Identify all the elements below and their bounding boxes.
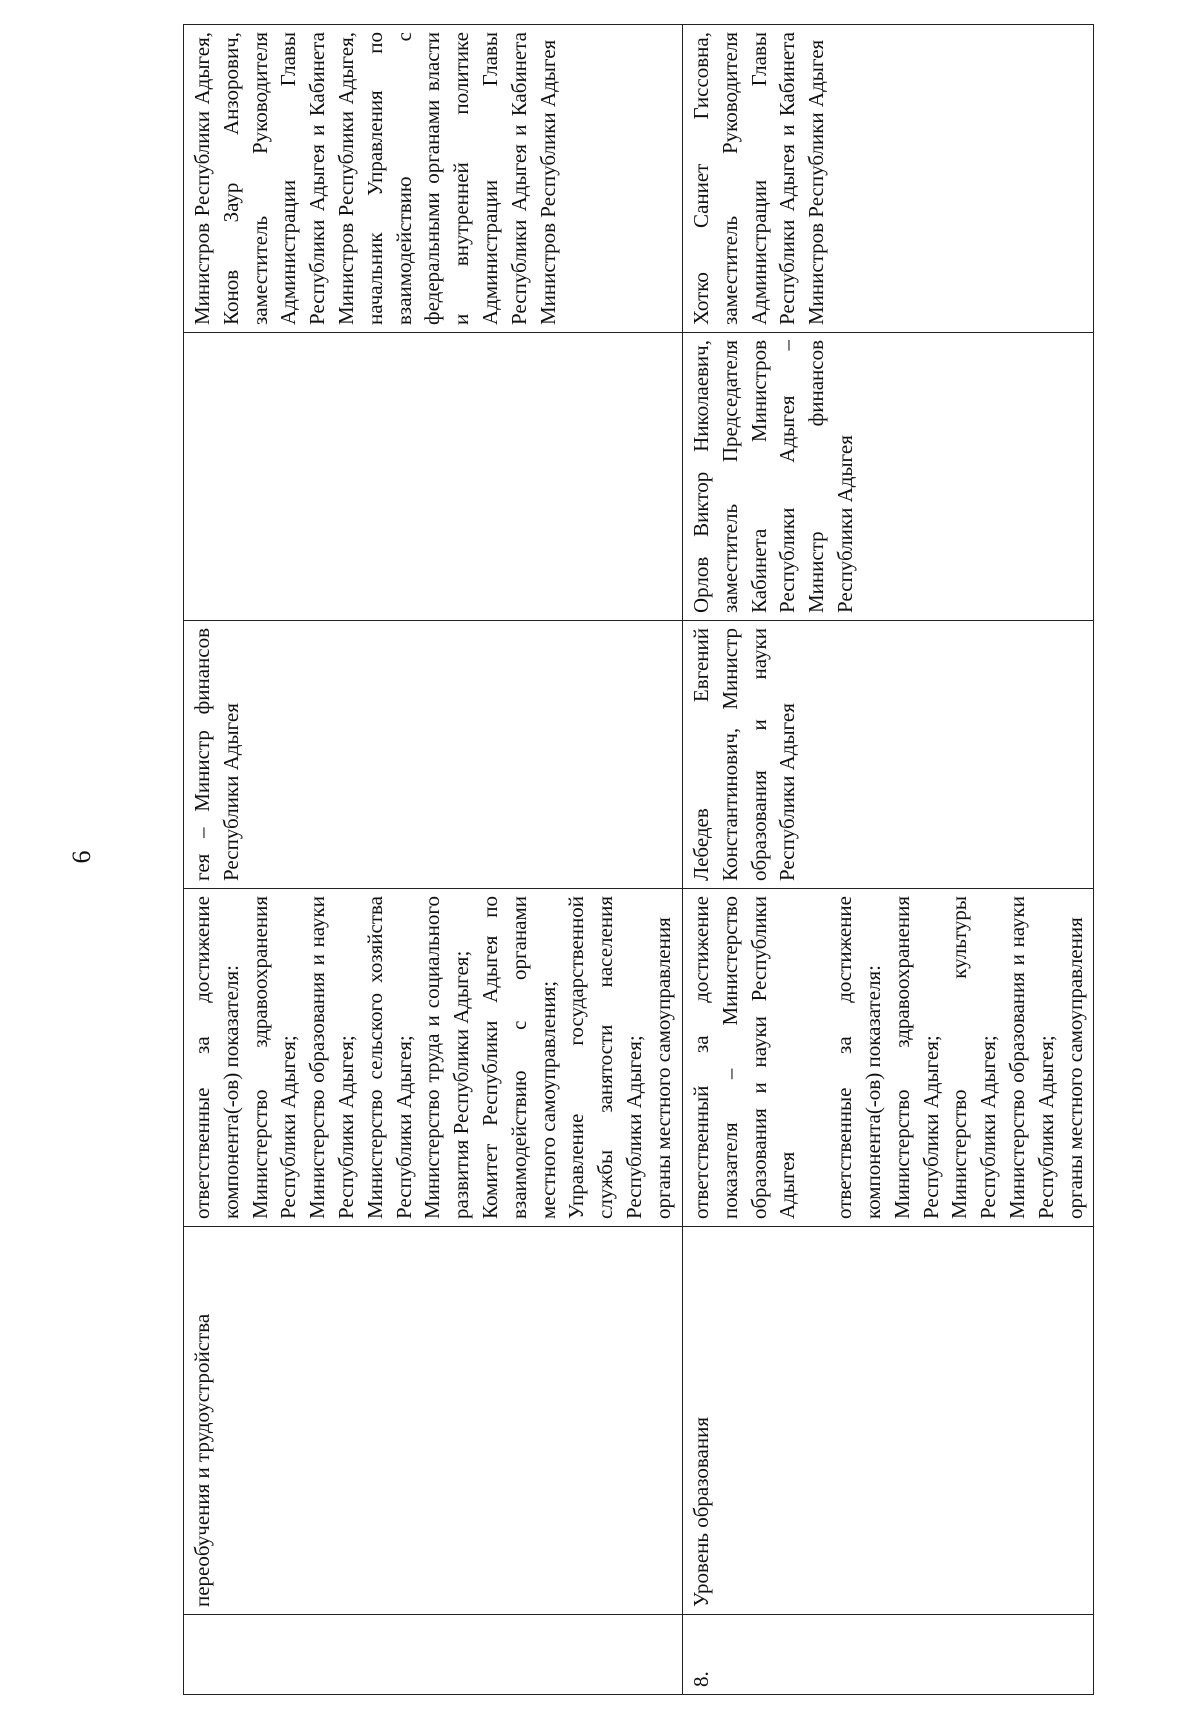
responsible-line: Министерство образования и науки Республики Адыгея; bbox=[1004, 896, 1058, 1219]
curator-cell: гея – Министр финансов Республики Адыгея bbox=[184, 621, 683, 889]
responsible-line: органы местного самоуправления bbox=[1062, 917, 1087, 1219]
responsible-line: ответственные за достижение компонента(-ов) показателя: bbox=[832, 896, 885, 1219]
row-number-cell: 8. bbox=[683, 1615, 1094, 1695]
responsible-line: Министерство сельского хозяйства Республики Адыгея; bbox=[362, 896, 416, 1219]
responsibility-table bbox=[183, 24, 1094, 1695]
deputy-cell bbox=[184, 333, 683, 621]
responsible-line: Министерство культуры Республики Адыгея; bbox=[947, 896, 1001, 1219]
page-number: 6 bbox=[67, 850, 96, 864]
responsible-line: Министерство здравоохранения Республики Адыгея; bbox=[247, 896, 301, 1219]
responsible-line: Комитет Республики Адыгея по взаимодействию с органами местного самоуправления; bbox=[477, 896, 560, 1219]
indicator-cell: Уровень образования bbox=[683, 1227, 1094, 1615]
responsible-line: Министерство здравоохранения Республики Адыгея; bbox=[889, 896, 943, 1219]
coordinator-cell: Министров Республики Адыгея, Конов Заур Анзорович, заместитель Руководителя Администрации Главы Республики Адыгея и Кабинета Министров Республики Адыгея, начальник Управления по взаимодействию с федеральными органами власти и внутренней политике Администрации Главы Республики Адыгея и Кабинета Министров Республики Адыгея bbox=[184, 25, 683, 333]
coordinator-cell: Хотко Саниет Гиссовна, заместитель Руководителя Администрации Главы Республики Адыгея и Кабинета Министров Республики Адыгея bbox=[683, 25, 1094, 333]
deputy-cell: Орлов Виктор Николаевич, заместитель Председателя Кабинета Министров Республики Адыгея – Министр финансов Республики Адыгея bbox=[683, 333, 1094, 621]
responsible-line: органы местного самоуправления bbox=[650, 917, 675, 1219]
table-row bbox=[184, 25, 683, 1695]
responsible-line: Управление государственной службы занятости населения Республики Адыгея; bbox=[564, 896, 646, 1219]
responsible-cell bbox=[184, 889, 683, 1227]
responsible-line: Министерство труда и социального развития Республики Адыгея; bbox=[420, 896, 474, 1219]
curator-cell: Лебедев Евгений Константинович, Министр образования и науки Республики Адыгея bbox=[683, 621, 1094, 889]
responsible-line: Министерство образования и науки Республики Адыгея; bbox=[305, 896, 358, 1219]
responsible-main-line: ответственный за достижение показателя – Министерство образования и науки Республики Адыгея bbox=[689, 896, 800, 1219]
spacer bbox=[802, 896, 830, 1219]
table-row bbox=[683, 25, 1094, 1695]
indicator-cell: переобучения и трудоустройства bbox=[184, 1227, 683, 1615]
responsible-line: ответственные за достижение компонента(-ов) показателя: bbox=[190, 896, 243, 1219]
responsible-cell bbox=[683, 889, 1094, 1227]
row-number-cell bbox=[184, 1615, 683, 1695]
rotated-table-wrapper bbox=[183, 25, 1103, 1695]
